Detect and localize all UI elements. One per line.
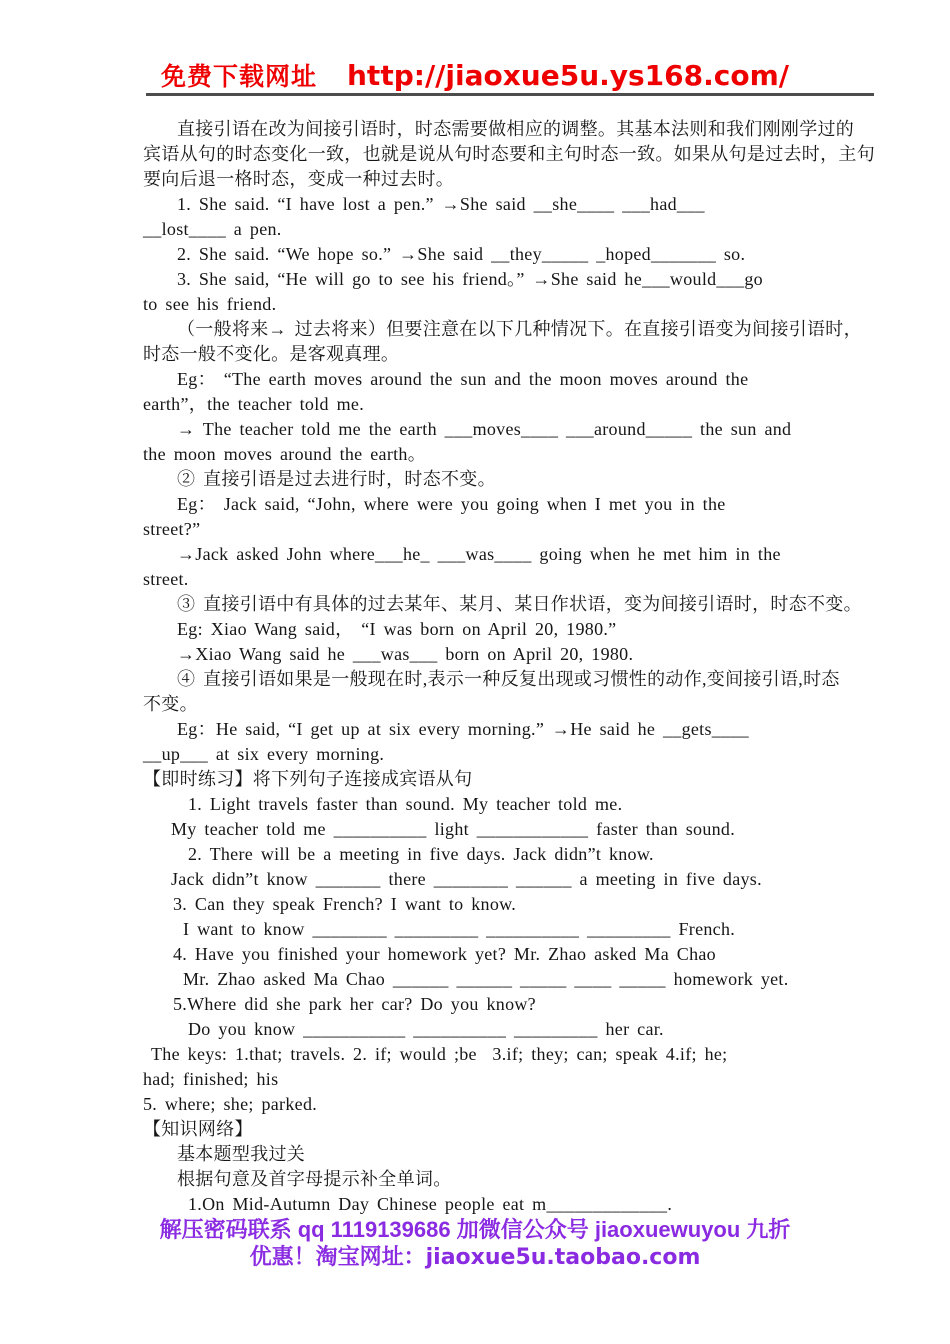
document-body	[143, 117, 875, 1217]
footer-taobao-line	[0, 1243, 950, 1271]
doc-line: __up___ at six every morning.	[143, 744, 385, 764]
doc-line: 3. Can they speak French? I want to know.	[173, 894, 517, 914]
doc-line: the moon moves around the earth。	[143, 444, 427, 464]
header-divider	[146, 93, 874, 96]
doc-line: → The teacher told me the earth ___moves____ ___around_____ the sun and	[177, 419, 792, 439]
doc-line: 【知识网络】	[143, 1119, 253, 1139]
doc-line: 2. She said. “We hope so.” →She said __they_____ _hoped_______ so.	[177, 244, 746, 264]
doc-line: 不变。	[143, 694, 198, 714]
doc-line: 1. She said. “I have lost a pen.” →She said __she____ ___had___	[177, 194, 705, 214]
doc-line: 2. There will be a meeting in five days. Jack didn”t know.	[188, 844, 654, 864]
doc-line: The keys: 1.that; travels. 2. if; would ;be 3.if; they; can; speak 4.if; he;	[151, 1044, 728, 1064]
doc-line: Eg： “The earth moves around the sun and the moon moves around the	[177, 369, 749, 389]
doc-line: Mr. Zhao asked Ma Chao ______ ______ _____ ____ _____ homework yet.	[183, 969, 789, 989]
doc-line: 基本题型我过关	[177, 1144, 306, 1164]
doc-line: 1.On Mid-Autumn Day Chinese people eat m_____________.	[188, 1194, 673, 1214]
doc-line: 宾语从句的时态变化一致，也就是说从句时态要和主句时态一致。如果从句是过去时，主句	[143, 144, 875, 164]
header-download-url[interactable]: http://jiaoxue5u.ys168.com/	[347, 58, 789, 92]
doc-line: street?”	[143, 519, 201, 539]
doc-line: had; finished; his	[143, 1069, 279, 1089]
footer-banner	[0, 1216, 950, 1271]
header-banner	[0, 57, 950, 93]
doc-line: 直接引语在改为间接引语时，时态需要做相应的调整。其基本法则和我们刚刚学过的	[177, 119, 855, 139]
doc-line: ② 直接引语是过去进行时，时态不变。	[177, 469, 496, 489]
doc-line: street.	[143, 569, 189, 589]
doc-line: 5.Where did she park her car? Do you know?	[173, 994, 536, 1014]
doc-line: to see his friend.	[143, 294, 277, 314]
footer-taobao-label: 优惠！淘宝网址：	[249, 1244, 426, 1269]
doc-line: →Jack asked John where___he_ ___was____ going when he met him in the	[177, 544, 781, 564]
doc-line: earth”，the teacher told me.	[143, 394, 364, 414]
doc-line: Jack didn”t know _______ there ________ ______ a meeting in five days.	[171, 869, 762, 889]
doc-line: 要向后退一格时态，变成一种过去时。	[143, 169, 455, 189]
doc-line: My teacher told me __________ light ____________ faster than sound.	[171, 819, 736, 839]
doc-line: →Xiao Wang said he ___was___ born on April 20, 1980.	[177, 644, 634, 664]
doc-line: Eg： Jack said, “John, where were you going when I met you in the	[177, 494, 726, 514]
doc-line: （一般将来→ 过去将来）但要注意在以下几种情况下。在直接引语变为间接引语时，	[177, 319, 862, 339]
doc-line: 时态一般不变化。是客观真理。	[143, 344, 400, 364]
doc-line: Eg：He said, “I get up at six every morning.” →He said he __gets____	[177, 719, 749, 739]
header-label: 免费下载网址	[160, 63, 317, 91]
doc-line: 3. She said, “He will go to see his friend。” →She said he___would___go	[177, 269, 763, 289]
doc-line: Eg: Xiao Wang said， “I was born on April 20, 1980.”	[177, 619, 617, 639]
doc-line: I want to know ________ _________ __________ _________ French.	[183, 919, 736, 939]
footer-contact-line: 解压密码联系 qq 1119139686 加微信公众号 jiaoxuewuyou 九折	[159, 1217, 791, 1242]
doc-line: ③ 直接引语中有具体的过去某年、某月、某日作状语，变为间接引语时，时态不变。	[177, 594, 862, 614]
doc-line: 1. Light travels faster than sound. My teacher told me.	[188, 794, 623, 814]
footer-taobao-url[interactable]: jiaoxue5u.taobao.com	[425, 1245, 701, 1270]
doc-line: 根据句意及首字母提示补全单词。	[177, 1169, 452, 1189]
doc-line: 5. where; she; parked.	[143, 1094, 318, 1114]
doc-line: ④ 直接引语如果是一般现在时,表示一种反复出现或习惯性的动作,变间接引语,时态	[177, 669, 840, 689]
doc-line: Do you know ___________ __________ _________ her car.	[188, 1019, 664, 1039]
doc-line: 4. Have you finished your homework yet? Mr. Zhao asked Ma Chao	[173, 944, 716, 964]
doc-line: 【即时练习】将下列句子连接成宾语从句	[143, 769, 473, 789]
doc-line: __lost____ a pen.	[143, 219, 282, 239]
